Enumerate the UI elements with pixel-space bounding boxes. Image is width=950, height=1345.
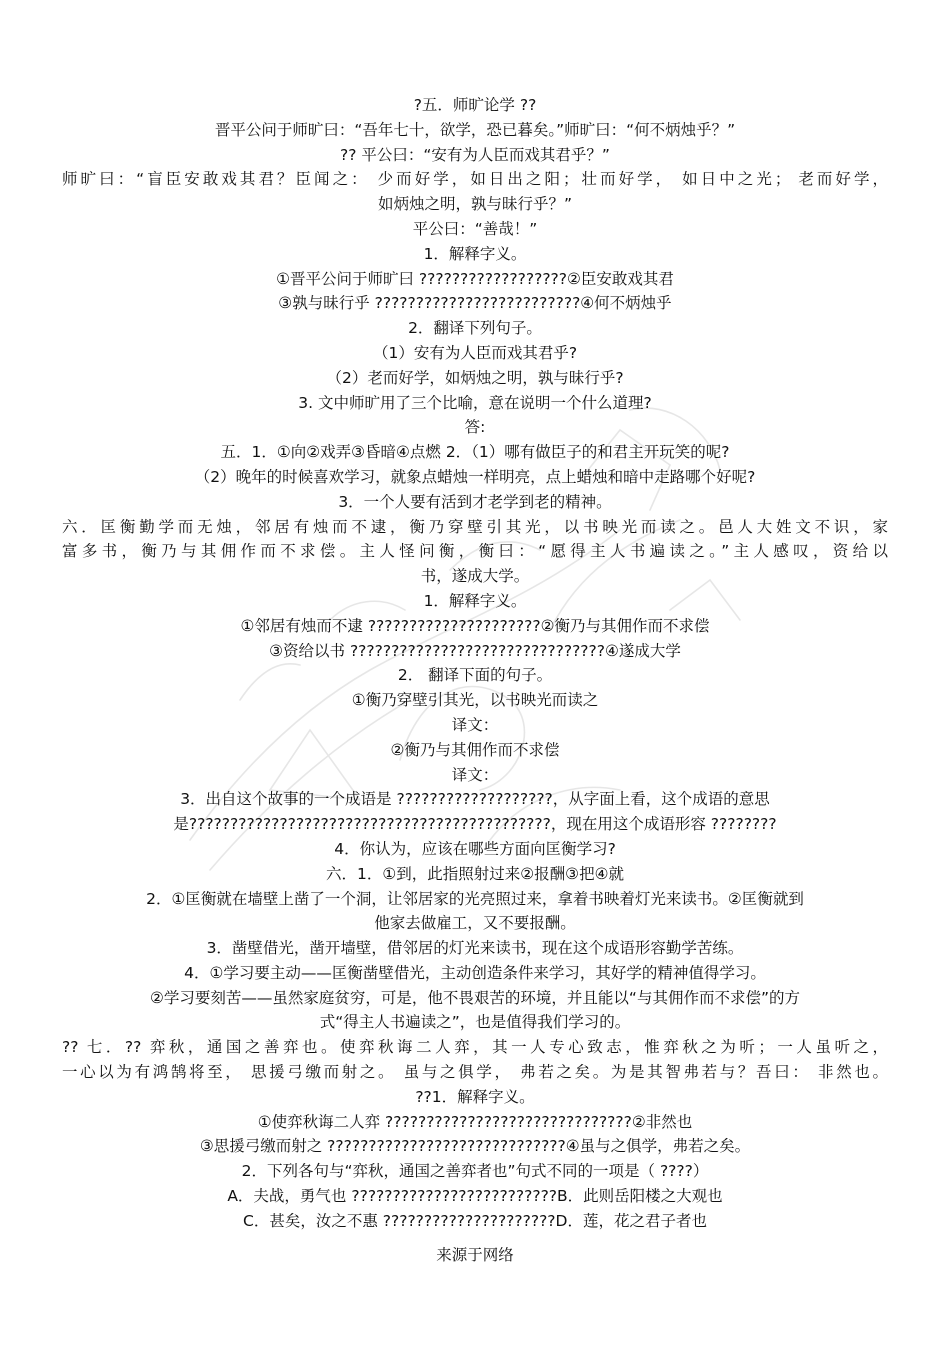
text-line: 2．翻译下列句子。 (408, 319, 542, 338)
text-line: 富多书，衡乃与其佣作而不求偿。主人怪问衡，衡曰：“愿得主人书遍读之。”主人感叹，资给以 (62, 542, 888, 561)
text-line: 1．解释字义。 (423, 244, 527, 263)
text-line: ①使弈秋诲二人弈 ??????????????????????????????②非然也 (257, 1112, 693, 1131)
text-line: ③思援弓缴而射之 ?????????????????????????????④虽与之俱学，弗若之矣。 (199, 1137, 751, 1156)
text-line: ?五．师旷论学 ?? (413, 96, 537, 114)
text-line: ②衡乃与其佣作而不求偿 (390, 740, 560, 759)
text-line: 答: (464, 418, 486, 437)
text-line: 他家去做雇工，又不要报酬。 (374, 914, 576, 933)
text-line: 4．你认为，应该在哪些方面向匡衡学习? (334, 839, 616, 858)
text-line: 是????????????????????????????????????????????，现在用这个成语形容 ???????? (173, 815, 777, 834)
text-line: ①晋平公问于师旷曰 ??????????????????②臣安敢戏其君 (276, 269, 674, 288)
text-line: 2．①匡衡就在墙壁上凿了一个洞，让邻居家的光亮照过来，拿着书映着灯光来读书。②匡衡就到 (146, 889, 804, 908)
text-line: ①邻居有烛而不逮 ?????????????????????②衡乃与其佣作而不求偿 (240, 616, 710, 635)
text-line: ①衡乃穿壁引其光，以书映光而读之 (351, 691, 599, 710)
text-line: 1．解释字义。 (423, 591, 527, 610)
text-line: ③孰与昧行乎 ?????????????????????????④何不炳烛乎 (278, 294, 672, 313)
text-line: ?? 七．?? 弈秋，通国之善弈也。使弈秋诲二人弈，其一人专心致志，惟弈秋之为听；一人虽听之， (62, 1038, 888, 1057)
text-line: ??1．解释字义。 (415, 1087, 535, 1106)
text-line: ②学习要刻苦——虽然家庭贫穷，可是，他不畏艰苦的环境，并且能以“与其佣作而不求偿”的方 (150, 988, 800, 1007)
text-line: 3．一个人要有活到才老学到老的精神。 (338, 492, 612, 511)
text-line: A．夫战，勇气也 ?????????????????????????B．此则岳阳楼之大观也 (227, 1187, 723, 1206)
document-body (62, 93, 888, 1234)
text-line: 一心以为有鸿鹄将至， 思援弓缴而射之。 虽与之俱学， 弗若之矣。为是其智弗若与？吾曰： 非然也。 (62, 1063, 888, 1082)
text-line: ③资给以书 ???????????????????????????????④遂成大学 (269, 641, 681, 660)
text-line: 2． 翻译下面的句子。 (397, 666, 553, 685)
text-line: 六．匡衡勤学而无烛，邻居有烛而不逮，衡乃穿壁引其光，以书映光而读之。邑人大姓文不识，家 (62, 517, 888, 536)
text-line: 式“得主人书遍读之”，也是值得我们学习的。 (319, 1013, 631, 1032)
text-line: 如炳烛之明，孰与昧行乎？” (377, 195, 573, 214)
text-line: 3．出自这个故事的一个成语是 ???????????????????，从字面上看，这个成语的意思 (180, 790, 770, 809)
text-line: 师旷曰：“盲臣安敢戏其君？臣闻之： 少而好学，如日出之阳；壮而好学， 如日中之光； 老而好学， (62, 170, 888, 189)
text-line: C．甚矣，汝之不惠 ?????????????????????D．莲，花之君子者也 (243, 1211, 707, 1230)
text-line: 2．下列各句与“弈秋，通国之善弈者也”句式不同的一项是（ ????） (241, 1162, 709, 1181)
text-line: 晋平公问于师旷曰：“吾年七十，欲学，恐已暮矣。”师旷曰：“何不炳烛乎？” (214, 120, 736, 139)
text-line: 3. 文中师旷用了三个比喻，意在说明一个什么道理? (298, 393, 652, 412)
text-line: 平公曰：“善哉！” (412, 219, 538, 238)
text-line: 3．凿壁借光，凿开墙壁，借邻居的灯光来读书，现在这个成语形容勤学苦练。 (206, 939, 744, 958)
text-line: 五．1．①向②戏弄③昏暗④点燃 2．（1）哪有做臣子的和君主开玩笑的呢? (220, 443, 730, 462)
text-line: （1）安有为人臣而戏其君乎? (372, 343, 578, 362)
text-line: （2）老而好学，如炳烛之明，孰与昧行乎? (326, 368, 624, 387)
text-line: （2）晚年的时候喜欢学习，就象点蜡烛一样明亮，点上蜡烛和暗中走路哪个好呢? (194, 467, 756, 486)
text-line: 书，遂成大学。 (420, 567, 530, 586)
text-line: ?? 平公曰：“安有为人臣而戏其君乎？” (340, 145, 610, 164)
text-line: 4．①学习要主动——匡衡凿壁借光，主动创造条件来学习，其好学的精神值得学习。 (184, 963, 766, 982)
footer-source: 来源于网络 (436, 1246, 514, 1264)
text-line: 译文： (451, 715, 499, 734)
text-line: 六．1．①到，此指照射过来②报酬③把④就 (326, 864, 624, 883)
text-line: 译文： (451, 765, 499, 784)
